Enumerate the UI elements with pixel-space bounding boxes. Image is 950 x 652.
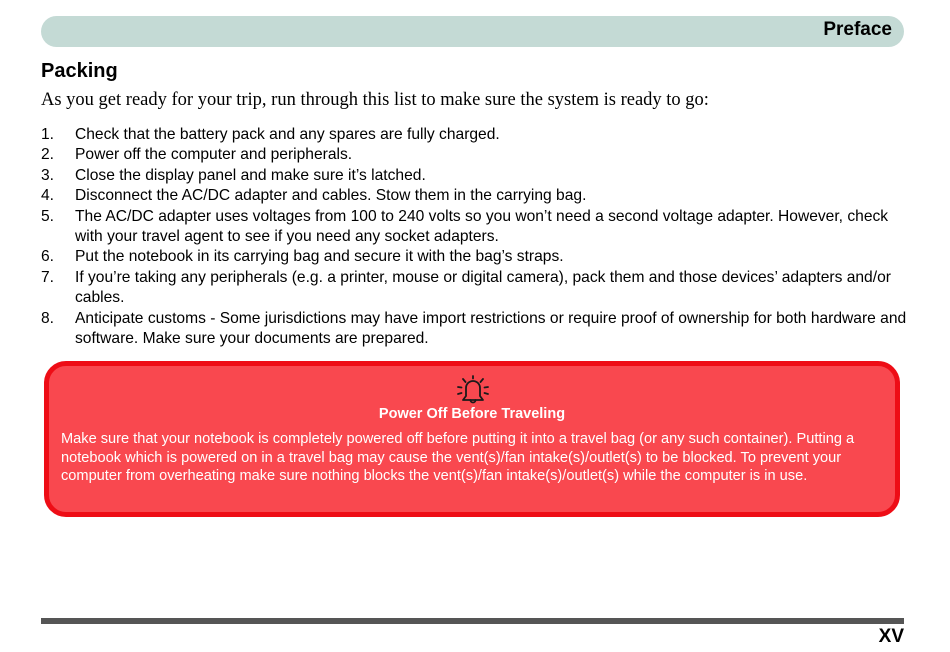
list-item <box>41 247 907 267</box>
list-item <box>41 268 907 309</box>
list-item-number: 8. <box>41 309 55 327</box>
list-item-number: 7. <box>41 268 55 286</box>
warning-title: Power Off Before Traveling <box>378 406 566 422</box>
page-number: XV <box>878 626 904 647</box>
intro-paragraph: As you get ready for your trip, run through this list to make sure the system is ready to go: <box>41 90 709 110</box>
list-item-number: 5. <box>41 207 55 225</box>
warning-body: Make sure that your notebook is completely powered off before putting it into a travel bag (or any such container). Putting a notebook which is powered on in a travel bag may cause the vent(s)/fan intake(s)/outlet(s) to be blocked. To prevent your computer from overheating make sure nothing blocks the vent(s)/fan intake(s)/outlet(s) while the computer is in use. <box>61 431 855 485</box>
list-item-text: The AC/DC adapter uses voltages from 100 to 240 volts so you won’t need a second voltage adapter. However, check with your travel agent to see if you need any socket adapters. <box>75 207 889 246</box>
list-item-text: Put the notebook in its carrying bag and secure it with the bag’s straps. <box>75 248 564 266</box>
footer-rule <box>41 618 904 624</box>
chapter-title: Preface <box>823 19 892 40</box>
list-item-number: 2. <box>41 146 55 164</box>
list-item <box>41 166 907 186</box>
list-item-number: 1. <box>41 126 55 143</box>
list-item-number: 3. <box>41 166 55 184</box>
list-item <box>41 125 907 145</box>
section-heading: Packing <box>41 60 118 82</box>
list-item-text: Power off the computer and peripherals. <box>75 146 353 164</box>
header-bar <box>41 16 904 47</box>
list-item-text: If you’re taking any peripherals (e.g. a printer, mouse or digital camera), pack them and those devices’ adapters and/or cables. <box>75 268 891 307</box>
list-item-text: Disconnect the AC/DC adapter and cables. Stow them in the carrying bag. <box>75 187 587 205</box>
packing-checklist <box>41 125 907 349</box>
list-item-number: 6. <box>41 248 55 266</box>
list-item <box>41 145 907 165</box>
list-item-text: Close the display panel and make sure it’s latched. <box>75 166 426 184</box>
list-item-text: Check that the battery pack and any spares are fully charged. <box>75 126 500 143</box>
list-item-text: Anticipate customs - Some jurisdictions may have import restrictions or require proof of ownership for both hardware and software. Make sure your documents are prepared. <box>75 309 907 348</box>
list-item <box>41 186 907 206</box>
list-item-number: 4. <box>41 187 55 205</box>
list-item <box>41 207 907 248</box>
alarm-bell-icon <box>455 374 491 404</box>
list-item <box>41 309 907 350</box>
warning-box <box>44 361 900 517</box>
